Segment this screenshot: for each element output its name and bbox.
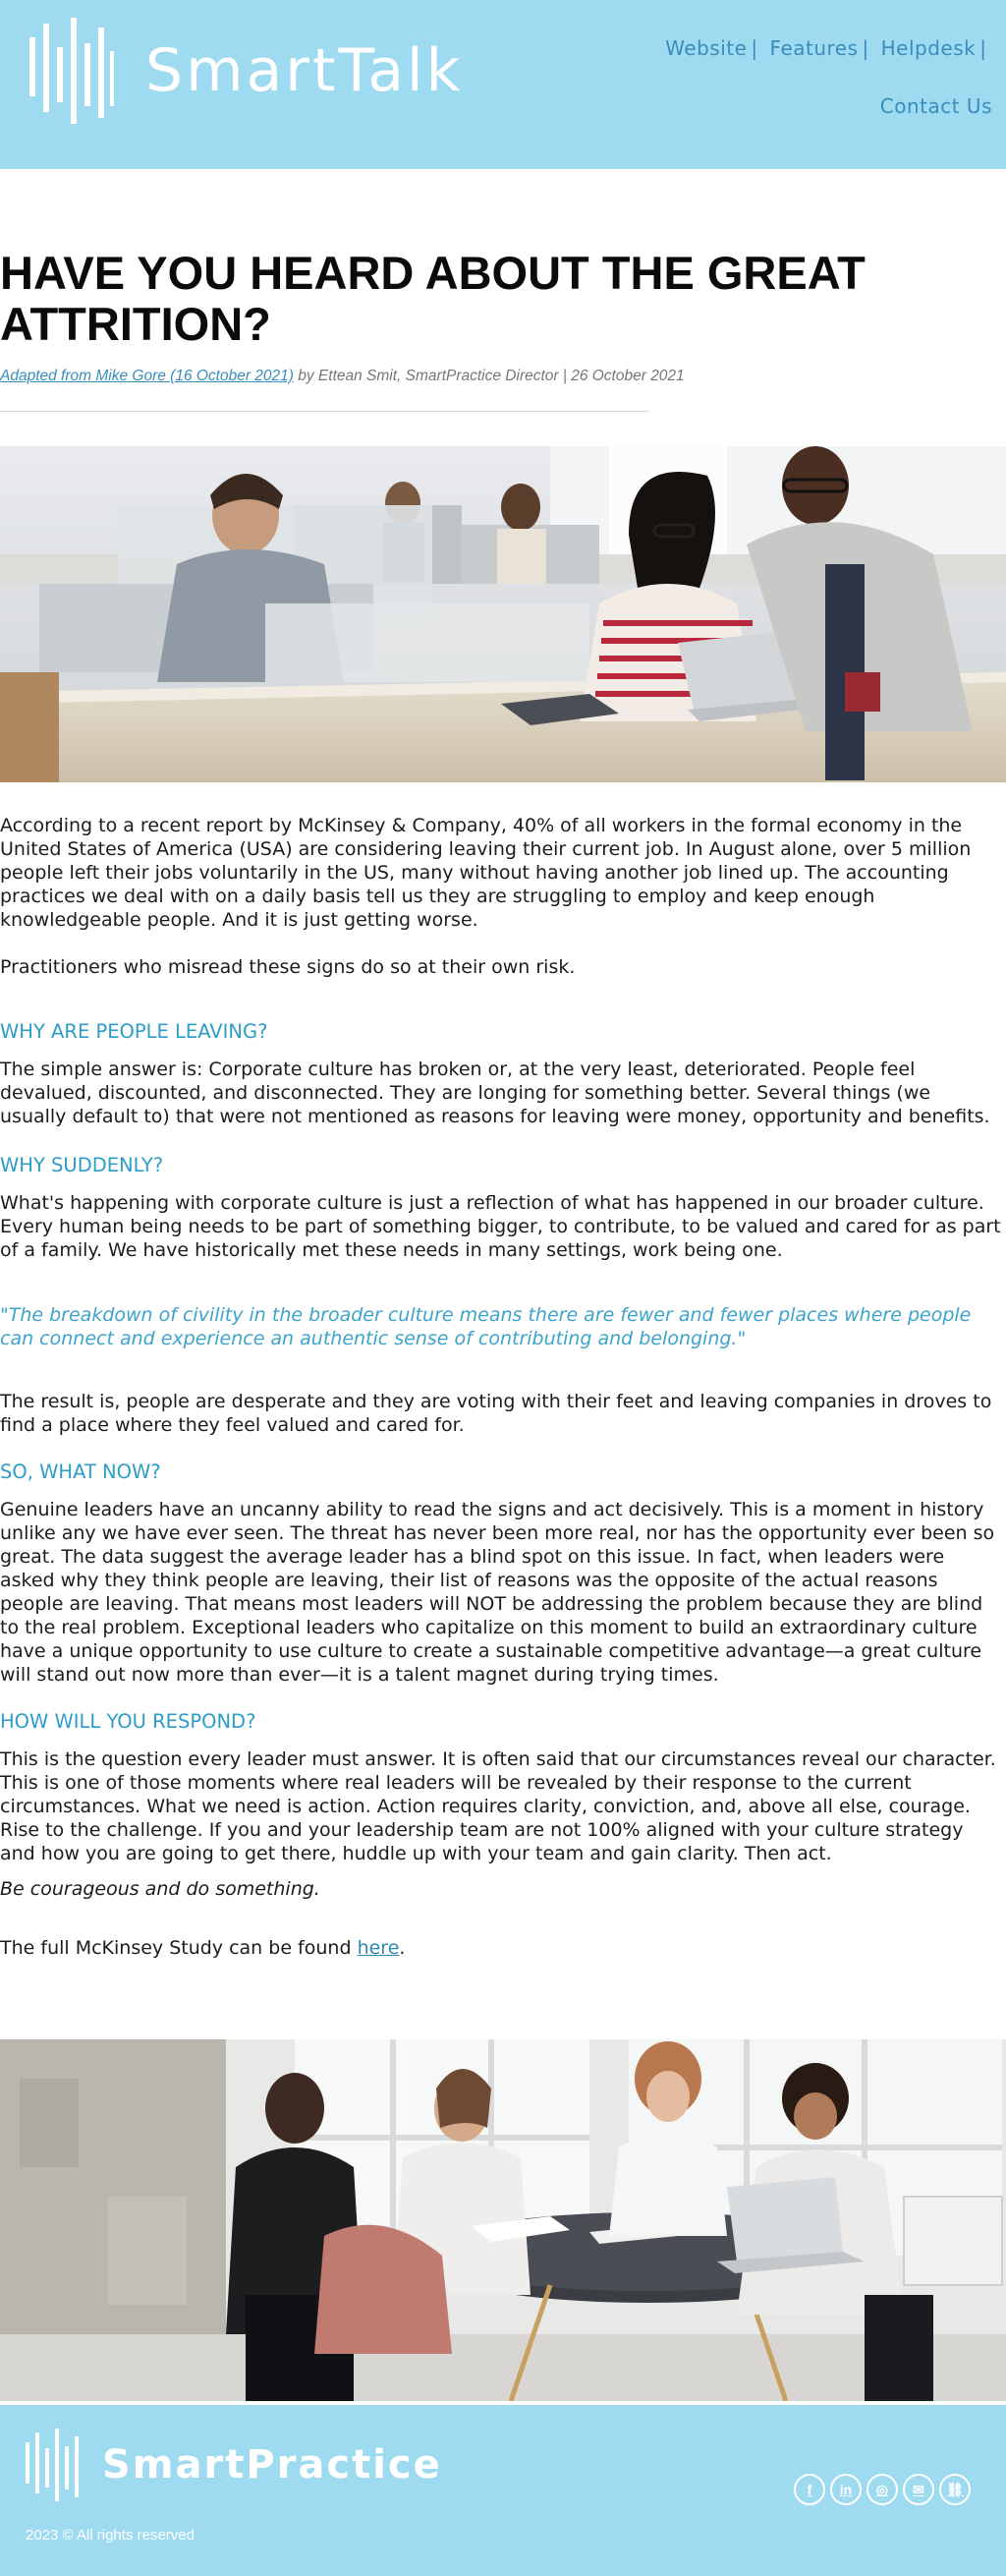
section-heading-why-leaving: WHY ARE PEOPLE LEAVING? [0,1020,268,1043]
email-icon[interactable]: ✉ [903,2474,934,2505]
facebook-icon[interactable]: f [794,2474,825,2505]
sound-bars-logo-icon [28,18,114,124]
paragraph-result: The result is, people are desperate and they are voting with their feet and leaving companies in droves to find a place where they feel valued and cared for. [0,1391,992,1436]
footer-brand-name: SmartPractice [102,2442,442,2488]
byline-author-date: by Ettean Smit, SmartPractice Director | 26 October 2021 [293,368,685,384]
paragraph-courageous: Be courageous and do something. [0,1878,320,1900]
team-meeting-photo [0,2039,1006,2401]
nav-separator: | [751,36,758,60]
sound-bars-logo-icon [24,2429,81,2501]
main-nav [619,36,992,136]
paragraph-question: This is the question every leader must answer. It is often said that our circumstances reveal our character. This is one of those moments where real leaders will be revealed by their response to the current circumstances. What we need is action. Action requires clarity, conviction, and, above all else, courage. Rise to the challenge. If you and your leadership team are not 100% aligned with your culture strategy and how you are going to get there, huddle up with your team and gain clarity. Then act. [0,1748,996,1864]
nav-link-website[interactable]: Website [665,36,748,60]
brand-name: SmartTalk [145,36,464,105]
nav-link-contact-us[interactable]: Contact Us [879,94,992,118]
site-header [0,0,1006,169]
paragraph-intro: According to a recent report by McKinsey & Company, 40% of all workers in the formal economy in the United States of America (USA) are considering leaving their current job. In August alone, over 5 million people left their jobs voluntarily in the US, many without having another job lined up. The accounting practices we deal with on a daily basis tell us they are struggling to employ and keep enough knowledgeable people. And it is just getting worse. [0,815,972,931]
paragraph-risk: Practitioners who misread these signs do so at their own risk. [0,956,576,978]
office-photo-illustration [0,446,1006,782]
article-title: HAVE YOU HEARD ABOUT THE GREAT ATTRITION? [0,247,866,350]
copyright-text: 2023 © All rights reserved [26,2527,195,2544]
section-heading-how-respond: HOW WILL YOU RESPOND? [0,1710,256,1733]
brand-logo[interactable] [28,18,463,124]
study-text-end: . [399,1937,406,1959]
link-icon[interactable]: ⛓ [939,2474,971,2505]
nav-separator: | [862,36,869,60]
study-text: The full McKinsey Study can be found [0,1937,358,1959]
paragraph-simple-answer: The simple answer is: Corporate culture has broken or, at the very least, deteriorated. People feel devalued, discounted, and disconnected. They are longing for something better. Several things (we usually default to) that were not mentioned as reasons for leaving were money, opportunity and benefits. [0,1059,990,1127]
paragraph-genuine-leaders: Genuine leaders have an uncanny ability to read the signs and act decisively. This is a moment in history unlike any we have ever seen. The threat has never been more real, nor has the opportunity ever been so great. The data suggest the average leader has a blind spot on this issue. In fact, when leaders were asked why they think people are leaving, their list of reasons was the opposite of the actual reasons people are leaving. That means most leaders will NOT be addressing the problem because they are blind to the real problem. Exceptional leaders who capitalize on this moment to build an extraordinary culture have a unique opportunity to use culture to create a sustainable competitive advantage—a great culture will stand out now more than ever—it is a talent magnet during trying times. [0,1499,995,1686]
paragraph-corporate-culture: What's happening with corporate culture is just a reflection of what has happened in our broader culture. Every human being needs to be part of something bigger, to contribute, to be valued and cared for as part of a family. We have historically met these needs in many settings, work being one. [0,1192,1001,1261]
nav-link-features[interactable]: Features [769,36,859,60]
nav-separator: | [979,36,986,60]
paragraph-study-link [0,1936,1002,1960]
pull-quote: "The breakdown of civility in the broader culture means there are fewer and fewer places where people can connect and experience an authentic sense of contributing and belonging." [0,1304,972,1349]
mckinsey-study-link[interactable]: here [357,1937,400,1959]
source-link[interactable]: Adapted from Mike Gore (16 October 2021) [0,368,294,384]
linkedin-icon[interactable]: in [830,2474,862,2505]
social-links [794,2474,971,2505]
nav-link-helpdesk[interactable]: Helpdesk [880,36,977,60]
section-heading-why-suddenly: WHY SUDDENLY? [0,1154,164,1176]
team-meeting-illustration [0,2039,1006,2401]
footer-brand-logo[interactable] [24,2429,442,2501]
instagram-icon[interactable]: ◎ [866,2474,898,2505]
divider [0,411,648,412]
site-footer [0,2405,1006,2576]
section-heading-what-now: SO, WHAT NOW? [0,1460,161,1483]
office-photo [0,446,1006,782]
article-byline [0,368,685,385]
